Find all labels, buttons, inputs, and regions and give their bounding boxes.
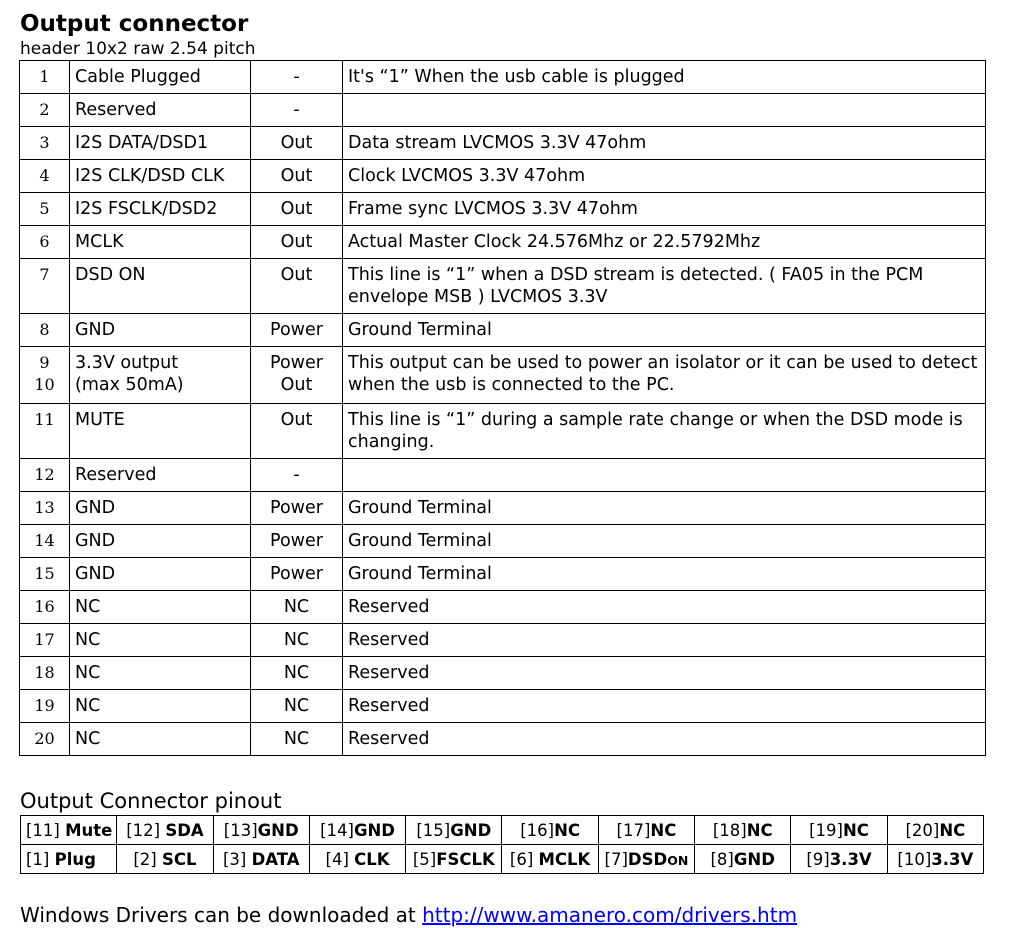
direction-cell: Power: [251, 525, 343, 558]
pinout-pin: [5]: [412, 849, 437, 869]
direction-cell: -: [251, 94, 343, 127]
pinout-label: GND: [450, 820, 492, 840]
direction-cell: NC: [251, 723, 343, 756]
table-row: [20, 492, 986, 525]
direction-cell: NC: [251, 657, 343, 690]
drivers-link[interactable]: http://www.amanero.com/drivers.htm: [422, 903, 798, 927]
pinout-pin: [18]: [712, 820, 747, 840]
pinout-cell: [213, 845, 309, 874]
pinout-cell: [791, 816, 887, 845]
pin-number-cell: 20: [20, 723, 70, 756]
pinout-cell: [695, 816, 791, 845]
pinout-pin: [19]: [809, 820, 843, 840]
pinout-label: GND: [733, 849, 775, 869]
pinout-title: Output Connector pinout: [20, 789, 282, 813]
pin-number-cell: 4: [20, 160, 70, 193]
table-row: [20, 690, 986, 723]
direction-cell: Out: [251, 193, 343, 226]
description-cell: This output can be used to power an isolator or it can be used to detect when the usb is connected to the PC.: [343, 347, 986, 404]
pinout-pin: [3]: [222, 849, 247, 869]
pin-number-cell: 15: [20, 558, 70, 591]
pinout-pin: [4]: [325, 849, 349, 869]
pinout-pin: [20]: [905, 820, 940, 840]
pinout-pin: [1]: [26, 849, 50, 869]
description-cell: Clock LVCMOS 3.3V 47ohm: [343, 160, 986, 193]
pinout-label: GND: [257, 820, 299, 840]
pinout-cell: [695, 845, 791, 874]
table-row: [20, 347, 986, 404]
signal-name-cell: NC: [70, 657, 251, 690]
pinout-pin: [12]: [126, 820, 161, 840]
pinout-label: FSCLK: [436, 849, 495, 869]
direction-cell: Out: [251, 127, 343, 160]
pinout-cell: [213, 816, 309, 845]
pinout-cell: [21, 845, 117, 874]
direction-cell: Power: [251, 314, 343, 347]
signal-name-cell: Reserved: [70, 94, 251, 127]
pinout-label: NC: [939, 820, 966, 840]
table-row: [20, 525, 986, 558]
pinout-row-top: [21, 816, 984, 845]
description-cell: Ground Terminal: [343, 525, 986, 558]
description-cell: Ground Terminal: [343, 558, 986, 591]
pinout-cell: [598, 816, 694, 845]
signal-name: 3.3V output: [75, 353, 179, 373]
pin-number-cell: 12: [20, 459, 70, 492]
pinout-cell: [887, 845, 983, 874]
pinout-label: SCL: [162, 849, 197, 869]
signal-name-cell: Cable Plugged: [70, 61, 251, 94]
table-row: [20, 127, 986, 160]
signal-name-cell: I2S FSCLK/DSD2: [70, 193, 251, 226]
pinout-label: NC: [843, 820, 869, 840]
description-cell: It's “1” When the usb cable is plugged: [343, 61, 986, 94]
pin-number-cell: 3: [20, 127, 70, 160]
signal-name-cell: GND: [70, 525, 251, 558]
table-row: [20, 657, 986, 690]
pin-number-cell: 6: [20, 226, 70, 259]
signal-name-cell: MUTE: [70, 404, 251, 459]
pin-number-cell: 13: [20, 492, 70, 525]
pin-number-cell: 7: [20, 259, 70, 314]
signal-name-cell: NC: [70, 624, 251, 657]
signal-name-cell: GND: [70, 558, 251, 591]
pin-number-cell: 11: [20, 404, 70, 459]
pin-number-cell: 1: [20, 61, 70, 94]
signal-name-cell: DSD ON: [70, 259, 251, 314]
signal-name-note: (max 50mA): [75, 375, 184, 395]
description-cell: This line is “1” when a DSD stream is detected. ( FA05 in the PCM envelope MSB ) LVCMOS 3.3V: [343, 259, 986, 314]
pinout-row-bottom: [21, 845, 984, 874]
table-row: [20, 723, 986, 756]
pin-number-cell: 8: [20, 314, 70, 347]
pinout-label: NC: [650, 820, 677, 840]
pin-number: 10: [34, 375, 55, 394]
pinout-label: 3.3V: [829, 849, 872, 869]
pinout-cell: [117, 816, 213, 845]
description-cell: Reserved: [343, 657, 986, 690]
table-row: [20, 94, 986, 127]
pinout-label: CLK: [354, 849, 390, 869]
pinout-pin: [8]: [710, 849, 734, 869]
signal-name-cell: [70, 347, 251, 404]
pinout-cell: [117, 845, 213, 874]
table-row: [20, 624, 986, 657]
direction-cell: Out: [251, 404, 343, 459]
direction: Power: [270, 353, 323, 373]
pinout-label-small: ON: [667, 852, 689, 868]
table-row: [20, 558, 986, 591]
description-cell: Frame sync LVCMOS 3.3V 47ohm: [343, 193, 986, 226]
direction: Out: [280, 375, 313, 395]
signal-name-cell: I2S CLK/DSD CLK: [70, 160, 251, 193]
pinout-pin: [13]: [223, 820, 258, 840]
direction-cell: Out: [251, 160, 343, 193]
direction-cell: Power: [251, 558, 343, 591]
description-cell: This line is “1” during a sample rate change or when the DSD mode is changing.: [343, 404, 986, 459]
pin-number-cell: 14: [20, 525, 70, 558]
pinout-pin: [7]: [604, 849, 628, 869]
signal-name-cell: NC: [70, 591, 251, 624]
table-row: [20, 591, 986, 624]
signal-name-cell: GND: [70, 314, 251, 347]
pinout-label: GND: [353, 820, 395, 840]
description-cell: [343, 94, 986, 127]
direction-cell: -: [251, 61, 343, 94]
pin-number-cell: 16: [20, 591, 70, 624]
connector-table: [19, 60, 986, 756]
pin-number-cell: 5: [20, 193, 70, 226]
description-cell: Reserved: [343, 591, 986, 624]
signal-name-cell: I2S DATA/DSD1: [70, 127, 251, 160]
direction-cell: NC: [251, 624, 343, 657]
description-cell: Actual Master Clock 24.576Mhz or 22.5792Mhz: [343, 226, 986, 259]
pinout-label: DATA: [251, 849, 300, 869]
pinout-cell: [887, 816, 983, 845]
pinout-pin: [14]: [320, 820, 354, 840]
pinout-pin: [2]: [133, 849, 157, 869]
direction-cell: Out: [251, 226, 343, 259]
pin-number-cell: 19: [20, 690, 70, 723]
signal-name-cell: GND: [70, 492, 251, 525]
pinout-cell: [309, 845, 405, 874]
footer-text: Windows Drivers can be downloaded at: [20, 903, 423, 927]
table-row: [20, 404, 986, 459]
pinout-cell: [598, 845, 694, 874]
direction-cell: -: [251, 459, 343, 492]
pinout-pin: [9]: [806, 849, 830, 869]
table-row: [20, 160, 986, 193]
pinout-cell: [406, 845, 502, 874]
pinout-label: NC: [554, 820, 581, 840]
description-cell: [343, 459, 986, 492]
description-cell: Ground Terminal: [343, 314, 986, 347]
description-cell: Data stream LVCMOS 3.3V 47ohm: [343, 127, 986, 160]
pin-number-cell: 2: [20, 94, 70, 127]
direction-cell: Power: [251, 492, 343, 525]
table-row: [20, 314, 986, 347]
signal-name-cell: NC: [70, 690, 251, 723]
description-cell: Reserved: [343, 624, 986, 657]
pinout-pin: [10]: [897, 849, 932, 869]
section-title: Output connector: [20, 11, 249, 37]
direction-cell: NC: [251, 591, 343, 624]
pinout-pin: [11]: [26, 820, 60, 840]
table-row: [20, 226, 986, 259]
table-row: [20, 259, 986, 314]
pinout-label: MCLK: [538, 849, 591, 869]
pinout-cell: [309, 816, 405, 845]
pinout-cell: [502, 845, 598, 874]
direction-cell: NC: [251, 690, 343, 723]
pinout-table: [20, 815, 984, 874]
direction-cell: Out: [251, 259, 343, 314]
signal-name-cell: MCLK: [70, 226, 251, 259]
pinout-pin: [15]: [416, 820, 451, 840]
pinout-label: 3.3V: [931, 849, 974, 869]
pin-number: 9: [39, 353, 50, 372]
description-cell: Ground Terminal: [343, 492, 986, 525]
signal-name-cell: NC: [70, 723, 251, 756]
pinout-cell: [21, 816, 117, 845]
pinout-pin: [16]: [520, 820, 555, 840]
pinout-cell: [791, 845, 887, 874]
description-cell: Reserved: [343, 723, 986, 756]
pinout-label: SDA: [165, 820, 204, 840]
footer-note: [20, 902, 797, 928]
pinout-pin: [17]: [616, 820, 651, 840]
pin-number-cell: 18: [20, 657, 70, 690]
table-row: [20, 193, 986, 226]
description-cell: Reserved: [343, 690, 986, 723]
signal-name-cell: Reserved: [70, 459, 251, 492]
direction-cell: [251, 347, 343, 404]
pinout-cell: [406, 816, 502, 845]
table-row: [20, 61, 986, 94]
pinout-pin: [6]: [509, 849, 534, 869]
pinout-label: DSD: [627, 849, 668, 869]
section-subtitle: header 10x2 raw 2.54 pitch: [20, 39, 256, 59]
table-row: [20, 459, 986, 492]
pin-number-cell: 17: [20, 624, 70, 657]
pinout-label: NC: [746, 820, 773, 840]
pinout-label: Plug: [54, 849, 96, 869]
pinout-label: Mute: [65, 820, 113, 840]
pinout-cell: [502, 816, 598, 845]
pin-number-cell: [20, 347, 70, 404]
